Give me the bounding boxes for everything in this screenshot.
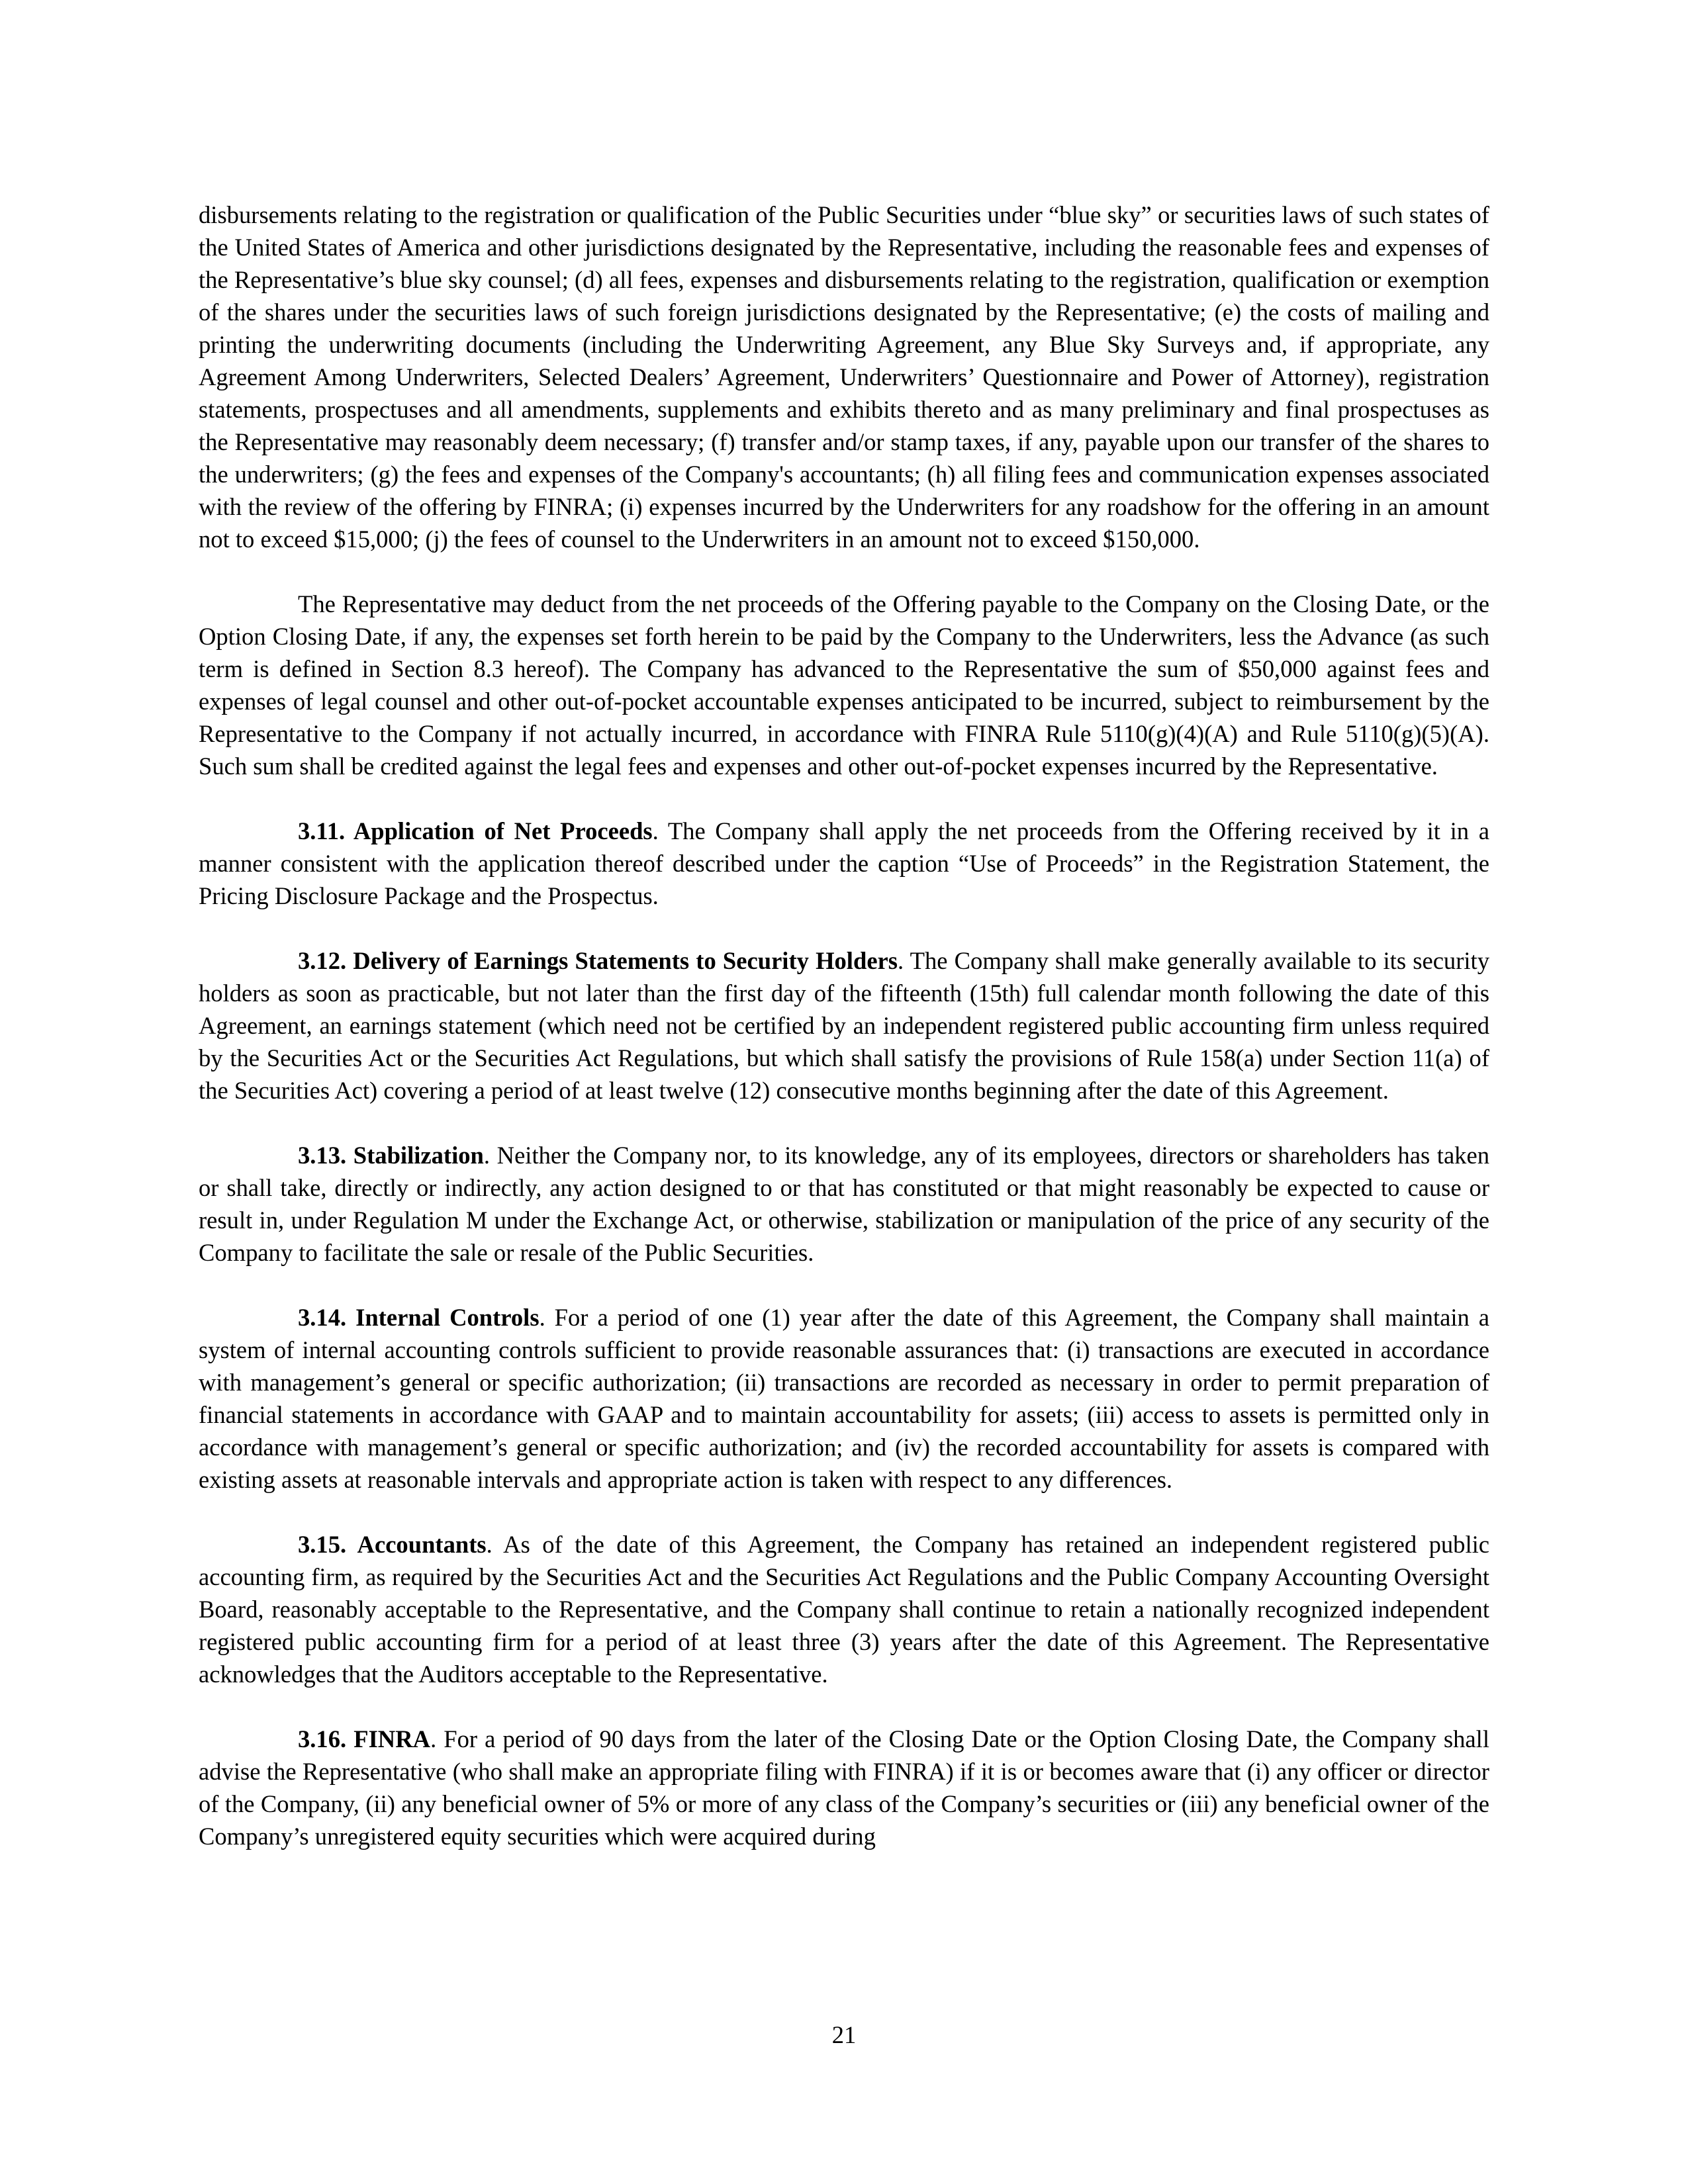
section-3-12-heading: 3.12. Delivery of Earnings Statements to Security Holders [298, 947, 898, 974]
section-3-16-body: . For a period of 90 days from the later of the Closing Date or the Option Closing Date, the Company shall advise the Representative (who shall make an appropriate filing with FINRA) if it is or becomes aware that (i) any officer or director of the Company, (ii) any beneficial owner of 5% or more of any class of the Company’s securities or (iii) any beneficial owner of the Company’s unregistered equity securities which were acquired during [199, 1725, 1489, 1850]
paragraph-expenses-continued: disbursements relating to the registration or qualification of the Public Securities under “blue sky” or securities laws of such states of the United States of America and other jurisdictions designated by the Representative, including the reasonable fees and expenses of the Representative’s blue sky counsel; (d) all fees, expenses and disbursements relating to the registration, qualification or exemption of the shares under the securities laws of such foreign jurisdictions designated by the Representative; (e) the costs of mailing and printing the underwriting documents (including the Underwriting Agreement, any Blue Sky Surveys and, if appropriate, any Agreement Among Underwriters, Selected Dealers’ Agreement, Underwriters’ Questionnaire and Power of Attorney), registration statements, prospectuses and all amendments, supplements and exhibits thereto and as many preliminary and final prospectuses as the Representative may reasonably deem necessary; (f) transfer and/or stamp taxes, if any, payable upon our transfer of the shares to the underwriters; (g) the fees and expenses of the Company's accountants; (h) all filing fees and communication expenses associated with the review of the offering by FINRA; (i) expenses incurred by the Underwriters for any roadshow for the offering in an amount not to exceed $15,000; (j) the fees of counsel to the Underwriters in an amount not to exceed $150,000. [199, 201, 1489, 553]
section-3-13-body: . Neither the Company nor, to its knowledge, any of its employees, directors or shareholders has taken or shall take, directly or indirectly, any action designed to or that has constituted or that might reasonably be expected to cause or result in, under Regulation M under the Exchange Act, or otherwise, stabilization or manipulation of the price of any security of the Company to facilitate the sale or resale of the Public Securities. [199, 1142, 1489, 1266]
section-3-11 [199, 815, 1489, 912]
paragraph-representative-deductions: The Representative may deduct from the net proceeds of the Offering payable to the Company on the Closing Date, or the Option Closing Date, if any, the expenses set forth herein to be paid by the Company to the Underwriters, less the Advance (as such term is defined in Section 8.3 hereof). The Company has advanced to the Representative the sum of $50,000 against fees and expenses of legal counsel and other out-of-pocket accountable expenses anticipated to be incurred, subject to reimbursement by the Representative to the Company if not actually incurred, in accordance with FINRA Rule 5110(g)(4)(A) and Rule 5110(g)(5)(A). Such sum shall be credited against the legal fees and expenses and other out-of-pocket expenses incurred by the Representative. [199, 590, 1489, 780]
section-3-12-body: . The Company shall make generally available to its security holders as soon as practicable, but not later than the first day of the fifteenth (15th) full calendar month following the date of this Agreement, an earnings statement (which need not be certified by an independent registered public accounting firm unless required by the Securities Act or the Securities Act Regulations, but which shall satisfy the provisions of Rule 158(a) under Section 11(a) of the Securities Act) covering a period of at least twelve (12) consecutive months beginning after the date of this Agreement. [199, 947, 1490, 1104]
section-3-11-body: . The Company shall apply the net proceeds from the Offering received by it in a manner consistent with the application thereof described under the caption “Use of Proceeds” in the Registration Statement, the Pricing Disclosure Package and the Prospectus. [199, 817, 1490, 909]
section-3-12 [199, 944, 1489, 1107]
section-3-15-heading: 3.15. Accountants [298, 1531, 487, 1558]
section-3-14-heading: 3.14. Internal Controls [298, 1304, 539, 1331]
section-3-14 [199, 1301, 1489, 1496]
section-3-14-body: . For a period of one (1) year after the date of this Agreement, the Company shall maintain a system of internal accounting controls sufficient to provide reasonable assurances that: (i) transactions are executed in accordance with management’s general or specific authorization; (ii) transactions are recorded as necessary in order to permit preparation of financial statements in accordance with GAAP and to maintain accountability for assets; (iii) access to assets is permitted only in accordance with management’s general or specific authorization; and (iv) the recorded accountability for assets is compared with existing assets at reasonable intervals and appropriate action is taken with respect to any differences. [199, 1304, 1489, 1493]
section-3-15 [199, 1528, 1489, 1690]
section-3-16-heading: 3.16. FINRA [298, 1725, 431, 1752]
section-3-13-heading: 3.13. Stabilization [298, 1142, 484, 1169]
section-3-11-heading: 3.11. Application of Net Proceeds [298, 817, 653, 844]
section-3-13 [199, 1139, 1489, 1269]
page-number: 21 [831, 2021, 857, 2048]
document-body [199, 199, 1489, 1885]
section-3-16 [199, 1723, 1489, 1852]
section-3-15-body: . As of the date of this Agreement, the Company has retained an independent registered public accounting firm, as required by the Securities Act and the Securities Act Regulations and the Public Company Accounting Oversight Board, reasonably acceptable to the Representative, and the Company shall continue to retain a nationally recognized independent registered public accounting firm for a period of at least three (3) years after the date of this Agreement. The Representative acknowledges that the Auditors acceptable to the Representative. [199, 1531, 1489, 1688]
